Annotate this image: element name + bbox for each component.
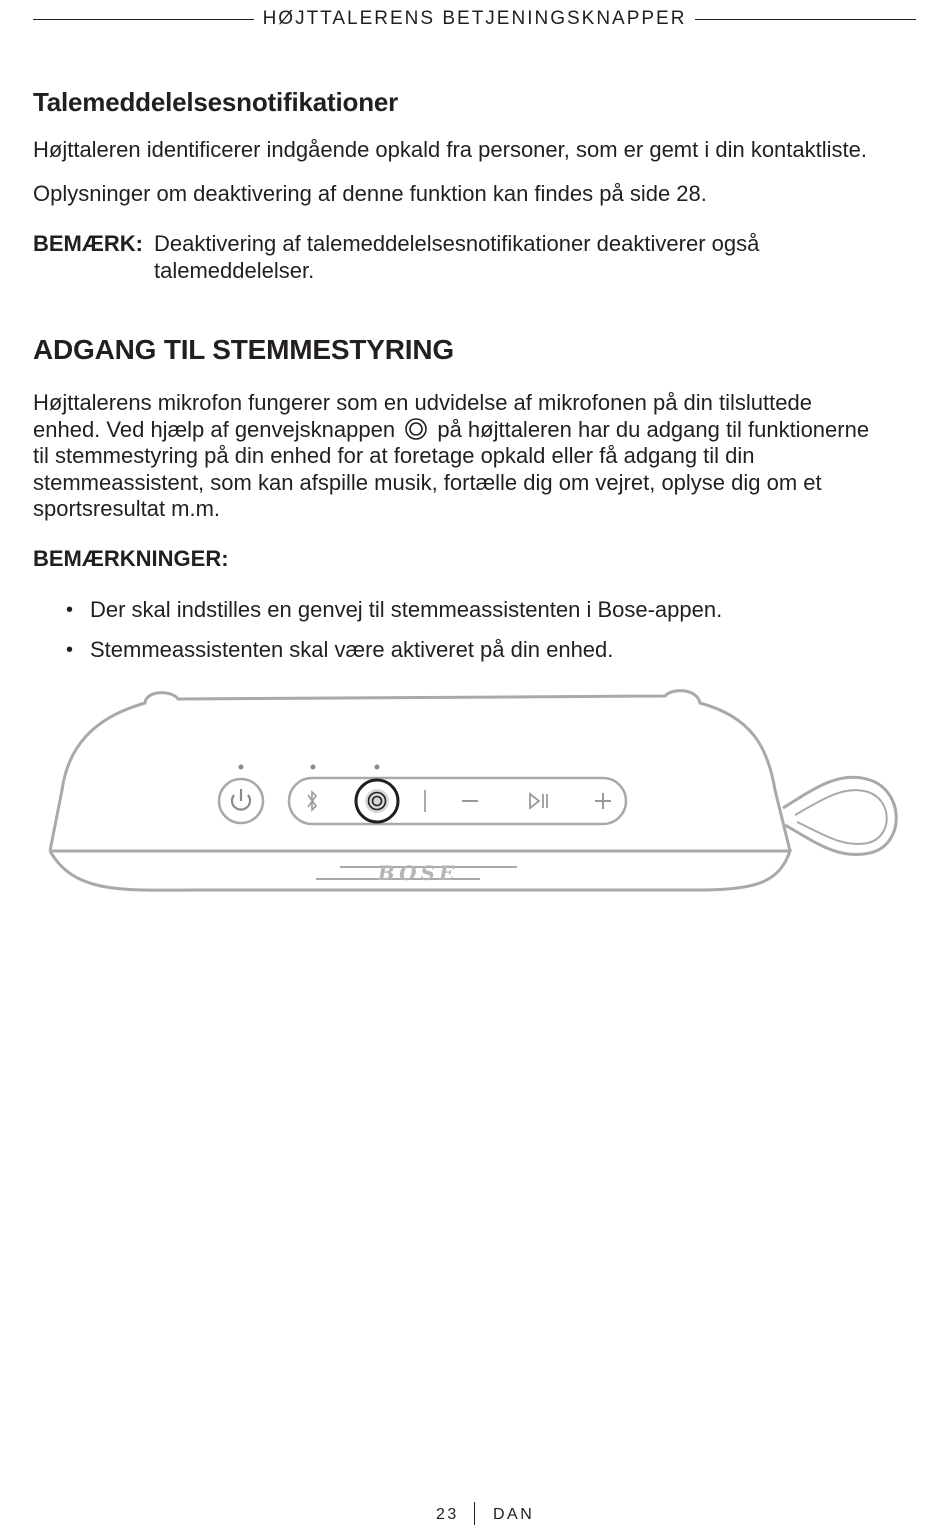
language-code: DAN	[493, 1506, 535, 1523]
speaker-strap	[783, 777, 896, 854]
header-rule-right	[695, 19, 916, 20]
paragraph-line-part: enhed. Ved hjælp af genvejsknappen	[33, 416, 396, 442]
section-title-voice-control: ADGANG TIL STEMMESTYRING	[33, 334, 454, 365]
indicator-light	[239, 765, 244, 770]
control-panel	[289, 778, 626, 824]
page-footer	[0, 1500, 950, 1530]
section-title-notifications: Talemeddelelsesnotifikationer	[33, 87, 399, 117]
speaker-illustration	[0, 680, 950, 910]
bullet-marker: •	[66, 639, 74, 661]
footer-separator	[474, 1502, 475, 1525]
note-label: BEMÆRK:	[33, 231, 143, 256]
header-rule-left	[33, 19, 254, 20]
speaker-strap-inner	[795, 790, 887, 844]
paragraph-line	[33, 417, 918, 444]
paragraph-line: til stemmestyring på din enhed for at foretage opkald eller få adgang til din	[33, 443, 755, 468]
speaker-body	[50, 691, 790, 851]
shortcut-icon	[404, 417, 428, 441]
indicator-light	[375, 765, 380, 770]
notes-heading: BEMÆRKNINGER:	[33, 546, 229, 571]
paragraph-deactivation-info: Oplysninger om deaktivering af denne funktion kan findes på side 28.	[33, 181, 707, 206]
paragraph-line: stemmeassistent, som kan afspille musik, fortælle dig om vejret, oplyse dig om et	[33, 469, 822, 495]
page-header	[33, 7, 916, 31]
bullet-marker: •	[66, 599, 74, 621]
paragraph-voice-control	[33, 390, 918, 523]
list-item-text: Der skal indstilles en genvej til stemmeassistenten i Bose-appen.	[90, 597, 723, 622]
note-text	[154, 231, 834, 284]
paragraph-line: sportsresultat m.m.	[33, 496, 221, 521]
note-text-line: Deaktivering af talemeddelelsesnotifikationer deaktiverer også	[154, 231, 760, 256]
paragraph-caller-id: Højttaleren identificerer indgående opkald fra personer, som er gemt i din kontaktliste.	[33, 137, 867, 162]
note-text-line: talemeddelelser.	[154, 257, 315, 283]
page-number: 23	[436, 1506, 459, 1523]
list-item-text: Stemmeassistenten skal være aktiveret på din enhed.	[90, 637, 614, 662]
indicator-light	[311, 765, 316, 770]
paragraph-line-part: på højttaleren har du adgang til funktionerne	[437, 416, 870, 442]
header-title: HØJTTALERENS BETJENINGSKNAPPER	[262, 8, 687, 29]
paragraph-line: Højttalerens mikrofon fungerer som en udvidelse af mikrofonen på din tilsluttede	[33, 390, 812, 415]
bose-logo: BOSE	[377, 861, 459, 885]
